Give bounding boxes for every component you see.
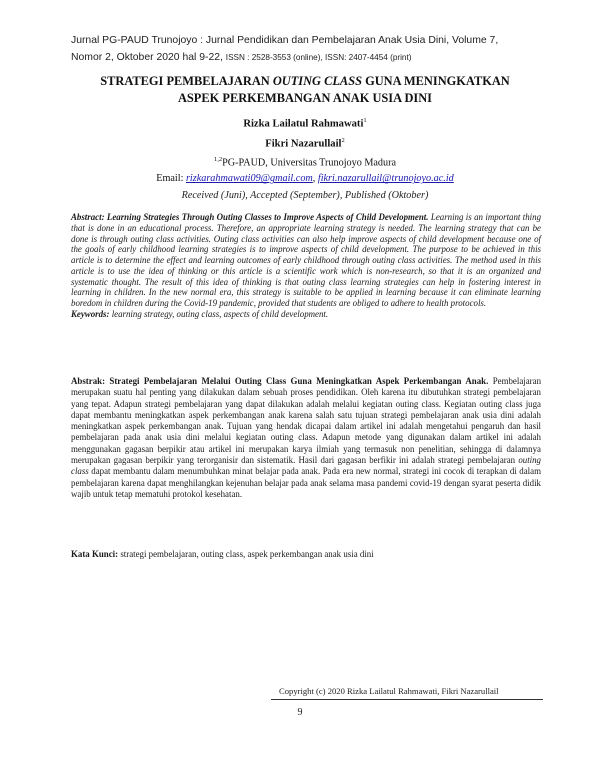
kata-kunci-label: Kata Kunci: bbox=[71, 549, 119, 559]
email-link-2[interactable]: fikri.nazarullail@trunojoyo.ac.id bbox=[317, 173, 454, 185]
title-line2: ASPEK PERKEMBANGAN ANAK USIA DINI bbox=[177, 91, 433, 105]
affiliation bbox=[60, 152, 550, 171]
email-link-1[interactable]: rizkarahmawati09@gmail.com bbox=[185, 173, 313, 185]
abstract-id-italic: outing class bbox=[71, 455, 541, 477]
title-italic: OUTING CLASS bbox=[272, 74, 362, 88]
affiliation-text: PG-PAUD, Universitas Trunojoyo Madura bbox=[222, 157, 397, 169]
abstract-id-body-2: dapat membantu dalam menumbuhkan minat belajar pada anak. Pada era new normal, strategi ini cocok di terapkan di dalam pembelajaran karena dapat menghilangkan kejenuhan belajar pada anak selama masa pandemi covid-19 dengan syarat peserta didik wajib untuk tetap mematuhi protokol kesehatan. bbox=[71, 466, 541, 499]
abstract-en-heading: Abstract: Learning Strategies Through Outing Classes to Improve Aspects of Child Development. bbox=[71, 212, 429, 222]
affiliation-sup: 1,2 bbox=[213, 156, 223, 164]
abstract-indonesian bbox=[71, 376, 541, 500]
author-1 bbox=[60, 113, 550, 133]
journal-header-line1: Jurnal PG-PAUD Trunojoyo : Jurnal Pendidikan dan Pembelajaran Anak Usia Dini, Volume 7, bbox=[71, 35, 499, 46]
author-1-sup: 1 bbox=[363, 117, 367, 124]
received-dates: Received (Juni), Accepted (September), Published (Oktober) bbox=[181, 190, 429, 201]
abstract-en-body: Learning is an important thing that is done in an educational process. Therefore, an appropriate learning strategy is needed. The learning strategy that can be done is through outing class activities. Outing class activities can also help improve aspects of child development because one of the goals of early childhood learning strategies is to improve aspects of child development. The purpose to be achieved in this article is to determine the effect and learning outcomes of early childhood through outing class activities. The method used in this article is to use the idea of thinking or this article is a scientific work which is non-research, so that it is an organized and systematic thought. The result of this idea of thinking is that outing class learning strategies can help in fostering interest in learning in children. In the new normal era, this strategy is suitable to be applied in learning because it can eliminate learning boredom in children during the Covid-19 pandemic, provided that students are obliged to adhere to health protocols. bbox=[71, 212, 542, 308]
author-1-name: Rizka Lailatul Rahmawati bbox=[243, 118, 364, 130]
kata-kunci bbox=[71, 549, 541, 560]
abstract-id-body-1: Pembelajaran merupakan suatu hal penting yang dilakukan dalam sebuah proses pendidikan. Oleh karena itu dibutuhkan strategi pembelajaran yang tepat. Adapun strategi pembelajaran yang dapat dilakukan adalah melalui kegiatan outing class. Kegiatan outing class juga dapat membantu meningkatkan aspek perkembangan anak karena salah satu tujuan strategi pembelajaran anak usia dini adalah meningkatkan aspek perkembangan anak. Tujuan yang hendak dicapai dalam artikel ini adalah mengetahui pengaruh dan hasil pembelajaran pada anak usia dini melalui kegiatan outing class. Adapun metode yang digunakan dalam artikel ini adalah menggunakan gagasan berpikir atau artikel ini merupakan karya ilmiah yang termasuk non penelitian, sehingga di dalamnya merupakan gagasan berpikir yang terorganisir dan sistematik. Hasil dari gagasan berfikir ini adalah strategi pembelajaran bbox=[71, 376, 542, 466]
copyright-notice: Copyright (c) 2020 Rizka Lailatul Rahmawati, Fikri Nazarullail bbox=[279, 686, 499, 696]
author-block bbox=[60, 113, 550, 187]
author-2 bbox=[60, 133, 550, 153]
email-line bbox=[60, 171, 550, 187]
email-separator: , bbox=[312, 173, 318, 185]
title-part2: GUNA MENINGKATKAN bbox=[361, 74, 510, 88]
footer-divider bbox=[271, 699, 543, 700]
paper-title bbox=[60, 73, 550, 107]
journal-header-line2 bbox=[71, 49, 541, 66]
title-part1: STRATEGI PEMBELAJARAN bbox=[100, 74, 273, 88]
author-2-sup: 2 bbox=[341, 136, 345, 144]
abstract-id-heading: Abstrak: Strategi Pembelajaran Melalui Outing Class Guna Meningkatkan Aspek Perkembangan Anak. bbox=[71, 376, 489, 386]
journal-issn: ISSN : 2528-3553 (online), ISSN: 2407-4454 (print) bbox=[225, 53, 412, 62]
kata-kunci-text: strategi pembelajaran, outing class, aspek perkembangan anak usia dini bbox=[118, 549, 374, 559]
keywords-label: Keywords: bbox=[71, 308, 110, 319]
journal-header bbox=[71, 32, 541, 66]
abstract-english bbox=[71, 212, 541, 320]
email-label: Email: bbox=[156, 173, 186, 185]
keywords-text: learning strategy, outing class, aspects of child development. bbox=[109, 308, 329, 319]
author-2-name: Fikri Nazarullail bbox=[265, 138, 342, 150]
page-number: 9 bbox=[297, 707, 303, 718]
journal-issue-info: Nomor 2, Oktober 2020 hal 9-22, bbox=[71, 52, 226, 63]
